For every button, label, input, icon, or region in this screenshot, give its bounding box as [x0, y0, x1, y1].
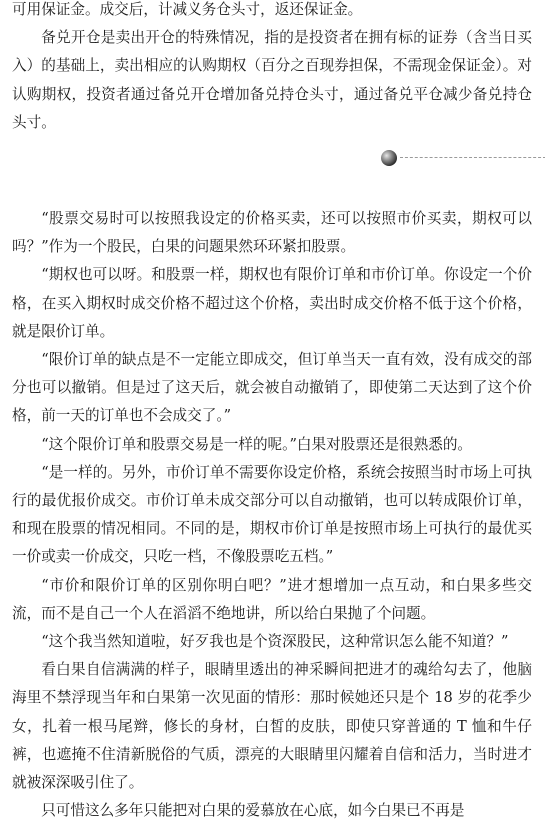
top-section	[12, 0, 532, 137]
book-page	[12, 0, 532, 825]
paragraph: “这个限价订单和股票交易是一样的呢。”白果对股票还是很熟悉的。	[41, 435, 473, 453]
paragraph: “市价和限价订单的区别你明白吧？”进才想增加一点互动，和白果多些交流，而不是自己一个人在滔滔不绝地讲，所以给白果抛了个问题。	[12, 576, 532, 622]
paragraph: “是一样的。另外，市价订单不需要你设定价格，系统会按照当时市场上可执行的最优报价成交。市价订单未成交部分可以自动撤销，也可以转成限价订单，和现在股票的情况相同。不同的是，期权市价订单是按照市场上可执行的最优买一价或卖一价成交，只吃一档，不像股票吃五档。”	[12, 463, 532, 566]
bullet-dot-icon	[381, 150, 397, 166]
paragraph: 备兑开仓是卖出开仓的特殊情况，指的是投资者在拥有标的证券（含当日买入）的基础上，卖出相应的认购期权（百分之百现券担保，不需现金保证金）。对认购期权，投资者通过备兑开仓增加备兑持仓头寸，通过备兑平仓减少备兑持仓头寸。	[12, 29, 532, 131]
paragraph: “这个我当然知道啦，好歹我也是个资深股民，这种常识怎么能不知道？”	[41, 633, 509, 651]
paragraph: “期权也可以呀。和股票一样，期权也有限价订单和市价订单。你设定一个价格，在买入期权时成交价格不超过这个价格，卖出时成交价格不低于这个价格，就是限价订单。	[12, 266, 532, 340]
paragraph: 只可惜这么多年只能把对白果的爱慕放在心底，如今白果已不再是	[41, 802, 465, 820]
paragraph: “限价订单的缺点是不一定能立即成交，但订单当天一直有效，没有成交的部分也可以撤销。但是过了这天后，就会被自动撤销了，即使第二天达到了这个价格，前一天的订单也不会成交了。”	[12, 351, 532, 425]
section-divider	[12, 137, 532, 205]
paragraph: 可用保证金。成交后，计减义务仓头寸，返还保证金。	[12, 1, 363, 18]
paragraph: 看白果自信满满的样子，眼睛里透出的神采瞬间把进才的魂给勾去了，他脑海里不禁浮现当年和白果第一次见面的情形：那时候她还只是个 18 岁的花季少女，扎着一根马尾辫，修长的身材，白皙的皮肤，即使只穿普通的 T 恤和牛仔裤，也遮掩不住清新脱俗的气质，漂亮的大眼睛里闪耀着自信和活力，当时进才就被深深吸引住了。	[12, 661, 532, 792]
dashed-rule	[400, 157, 545, 158]
main-section	[12, 205, 532, 825]
paragraph: “股票交易时可以按照我设定的价格买卖，还可以按照市价买卖，期权可以吗？”作为一个股民，白果的问题果然环环紧扣股票。	[12, 210, 532, 256]
